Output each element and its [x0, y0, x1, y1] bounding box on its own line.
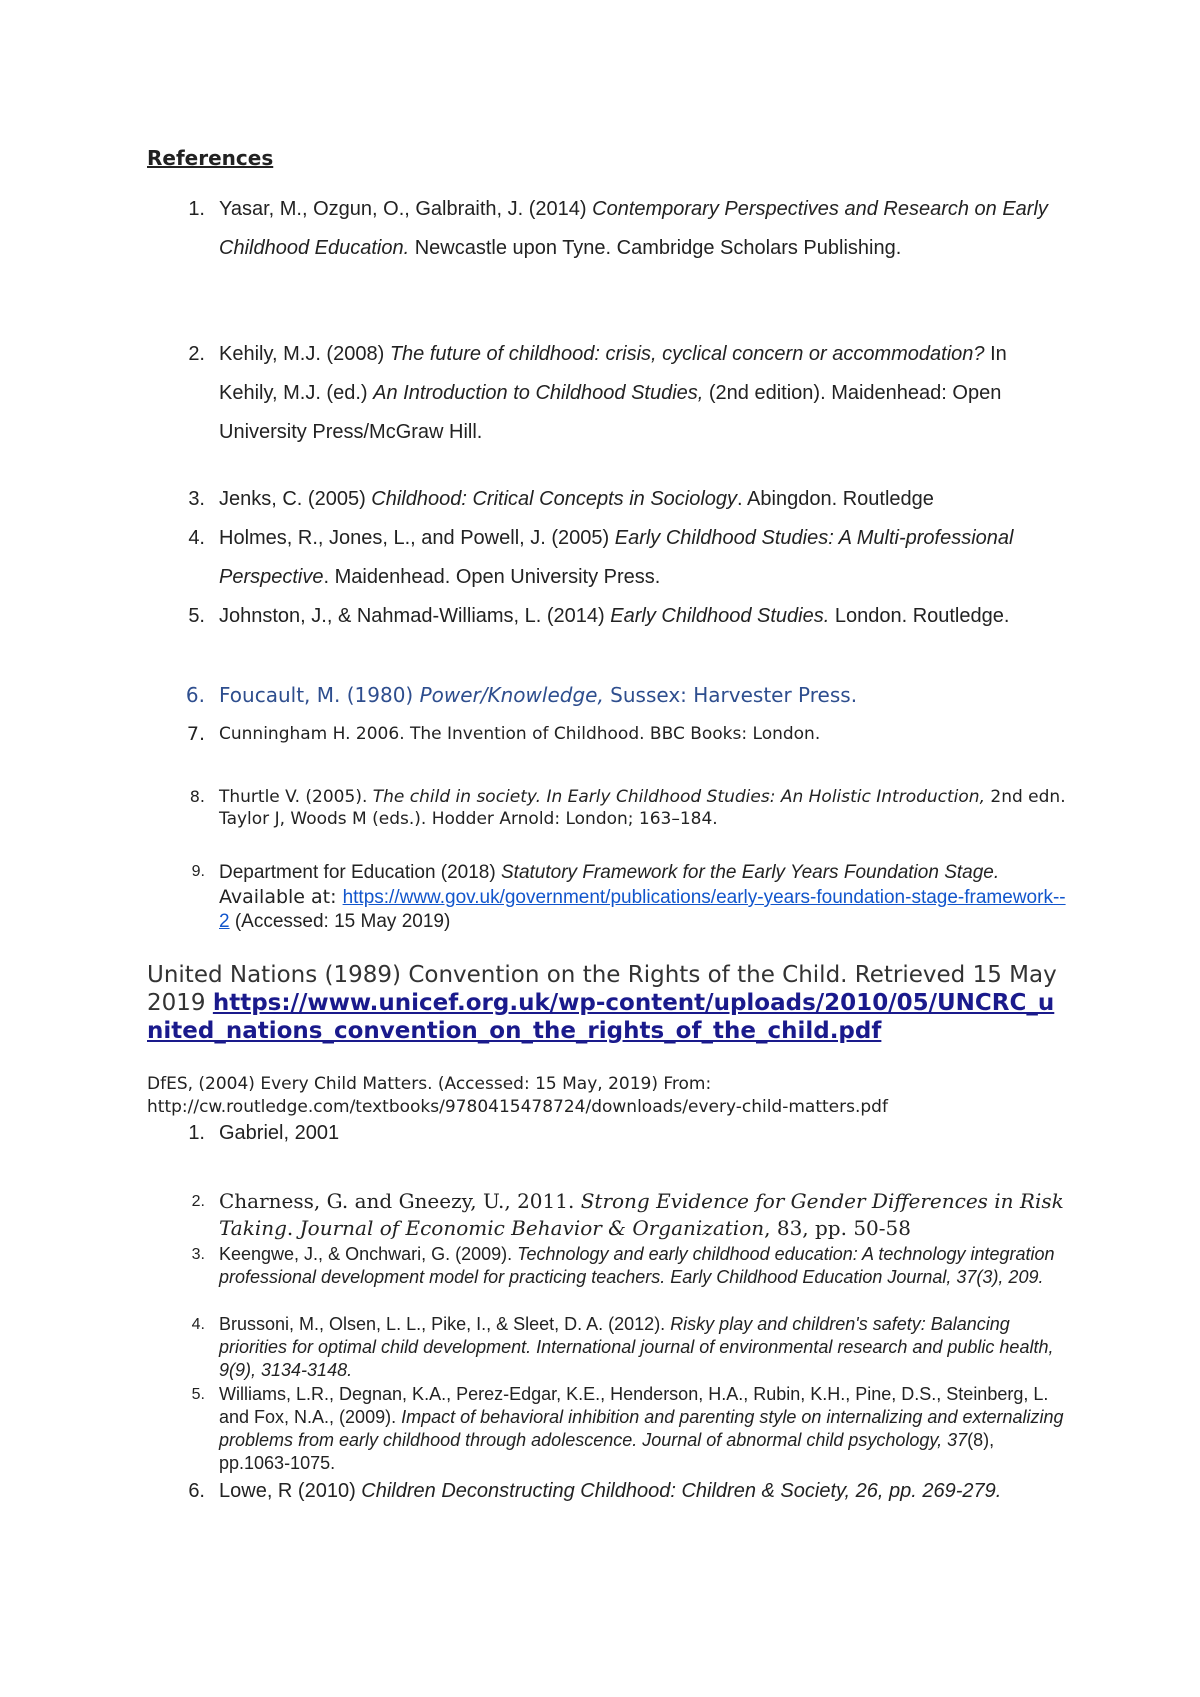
- list-item: 8. Thurtle V. (2005). The child in society. In Early Childhood Studies: An Holistic Introduction, 2nd edn. Taylor J, Woods M (eds.). Hodder Arnold: London; 163–184.: [147, 786, 1067, 830]
- list-number: 4.: [191, 1316, 205, 1333]
- un-reference: United Nations (1989) Convention on the Rights of the Child. Retrieved 15 May 2019 https://www.unicef.org.uk/wp-content/uploads/2010/05/UNCRC_united_nations_convention_on_the_rights_of_the_child.pdf: [147, 962, 1057, 1044]
- dfes-reference: DfES, (2004) Every Child Matters. (Accessed: 15 May, 2019) From: http://cw.routledge.com/textbooks/9780415478724/downloads/every-child-matters.pdf: [147, 1074, 888, 1117]
- list-item: 7. Cunningham H. 2006. The Invention of Childhood. BBC Books: London.: [147, 720, 1067, 748]
- page-title: References: [147, 146, 274, 170]
- list-number: 6.: [185, 683, 205, 707]
- list-number: 1.: [188, 198, 205, 220]
- gov-uk-link[interactable]: https://www.gov.uk/government/publications/early-years-foundation-stage-framework--2: [219, 887, 1066, 932]
- list-item: 6. Foucault, M. (1980) Power/Knowledge, Sussex: Harvester Press.: [147, 679, 1067, 711]
- list-number: 7.: [186, 723, 205, 745]
- list-number: 4.: [188, 527, 205, 549]
- list-number: 5.: [188, 605, 205, 627]
- list-item: 4. Holmes, R., Jones, L., and Powell, J. (2005) Early Childhood Studies: A Multi-professional Perspective. Maidenhead. Open University Press.: [147, 519, 1067, 597]
- list-number: 3.: [188, 488, 205, 510]
- list-item: 3. Jenks, C. (2005) Childhood: Critical Concepts in Sociology. Abingdon. Routledge: [147, 480, 1067, 519]
- list-number: 2.: [188, 343, 205, 365]
- list-item: 2. Charness, G. and Gneezy, U., 2011. Strong Evidence for Gender Differences in Risk Taking. Journal of Economic Behavior & Organization, 83, pp. 50-58: [147, 1188, 1067, 1242]
- list-item: 1. Yasar, M., Ozgun, O., Galbraith, J. (2014) Contemporary Perspectives and Research on Early Childhood Education. Newcastle upon Tyne. Cambridge Scholars Publishing.: [147, 190, 1067, 268]
- list-number: 6.: [188, 1480, 205, 1502]
- list-item: 6. Lowe, R (2010) Children Deconstructing Childhood: Children & Society, 26, pp. 269-279.: [147, 1473, 1067, 1510]
- list-number: 5.: [191, 1386, 205, 1403]
- unicef-link[interactable]: https://www.unicef.org.uk/wp-content/uploads/2010/05/UNCRC_united_nations_convention_on_the_rights_of_the_child.pdf: [147, 990, 1055, 1044]
- list-number: 3.: [191, 1246, 205, 1263]
- list-item: 9. Department for Education (2018) Statutory Framework for the Early Years Foundation Stage. Available at: https://www.gov.uk/government/publications/early-years-foundation-stage-framework--2 (Accessed: 15 May 2019): [147, 860, 1067, 934]
- list-number: 2.: [191, 1193, 205, 1210]
- list-item: 2. Kehily, M.J. (2008) The future of childhood: crisis, cyclical concern or accommodation? In Kehily, M.J. (ed.) An Introduction to Childhood Studies, (2nd edition). Maidenhead: Open University Press/McGraw Hill.: [147, 335, 1067, 452]
- list-number: 8.: [189, 787, 205, 806]
- list-item: 5. Johnston, J., & Nahmad-Williams, L. (2014) Early Childhood Studies. London. Routledge.: [147, 597, 1067, 636]
- list-number: 1.: [188, 1122, 205, 1144]
- list-item: 1. Gabriel, 2001: [147, 1118, 1067, 1148]
- list-item: 4. Brussoni, M., Olsen, L. L., Pike, I., & Sleet, D. A. (2012). Risky play and children's safety: Balancing priorities for optimal child development. International journal of environmental research and public health, 9(9), 3134-3148.: [147, 1313, 1067, 1382]
- list-number: 9.: [191, 863, 205, 880]
- list-item: 3. Keengwe, J., & Onchwari, G. (2009). Technology and early childhood education: A technology integration professional development model for practicing teachers. Early Childhood Education Journal, 37(3), 209.: [147, 1243, 1067, 1289]
- list-item: 5. Williams, L.R., Degnan, K.A., Perez-Edgar, K.E., Henderson, H.A., Rubin, K.H., Pine, D.S., Steinberg, L. and Fox, N.A., (2009). Impact of behavioral inhibition and parenting style on internalizing and externalizing problems from early childhood through adolescence. Journal of abnormal child psychology, 37(8), pp.1063-1075.: [147, 1383, 1067, 1475]
